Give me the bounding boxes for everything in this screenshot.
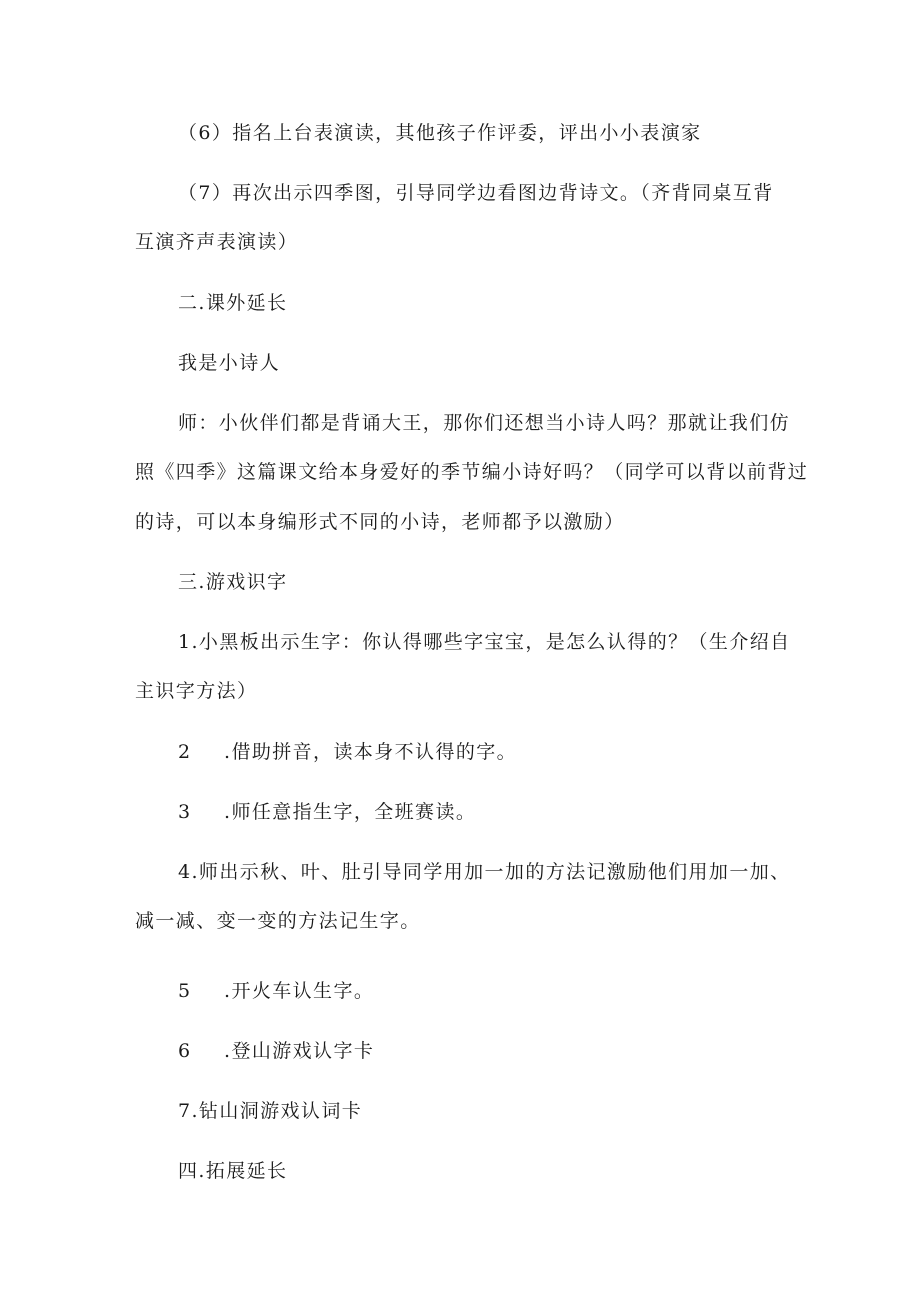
list-number: 5: [178, 980, 192, 1002]
section-heading-4: 四.拓展延长: [178, 1160, 288, 1182]
list-item-4: 4.师出示秋、叶、肚引导同学用加一加的方法记激励他们用加一加、: [178, 861, 791, 883]
list-text: .开火车认生字。: [224, 980, 375, 1002]
section-heading-2: 二.课外延长: [178, 292, 288, 314]
paragraph-step-7-cont: 互演齐声表演读）: [135, 231, 299, 253]
list-number: 3: [178, 801, 192, 823]
list-number: 2: [178, 741, 192, 763]
paragraph-teacher: 师：小伙伴们都是背诵大王，那你们还想当小诗人吗？那就让我们仿: [178, 412, 791, 434]
list-item-6: [178, 1036, 374, 1066]
section-heading-3: 三.游戏识字: [178, 571, 288, 593]
list-item-3: [178, 797, 476, 827]
list-item-1-cont: 主识字方法）: [135, 680, 258, 702]
list-item-5: [178, 976, 374, 1006]
list-text: .师任意指生字，全班赛读。: [224, 801, 477, 823]
paragraph-step-6: （6）指名上台表演读，其他孩子作评委，评出小小表演家: [178, 122, 702, 144]
subheading-poet: 我是小诗人: [178, 352, 281, 374]
paragraph-teacher-cont-2: 的诗，可以本身编形式不同的小诗，老师都予以激励）: [135, 511, 625, 533]
paragraph-teacher-cont-1: 照《四季》这篇课文给本身爱好的季节编小诗好吗？（同学可以背以前背过: [135, 461, 809, 483]
list-text: .登山游戏认字卡: [224, 1040, 375, 1062]
list-item-2: [178, 737, 517, 767]
list-number: 6: [178, 1040, 192, 1062]
list-item-7: 7.钻山洞游戏认词卡: [178, 1100, 363, 1122]
paragraph-step-7: （7）再次出示四季图，引导同学边看图边背诗文。（齐背同桌互背: [178, 182, 774, 204]
list-item-4-cont: 减一减、变一变的方法记生字。: [135, 910, 421, 932]
list-text: .借助拼音，读本身不认得的字。: [224, 741, 518, 763]
list-item-1: 1.小黑板出示生字：你认得哪些字宝宝，是怎么认得的？（生介绍自: [178, 631, 791, 653]
